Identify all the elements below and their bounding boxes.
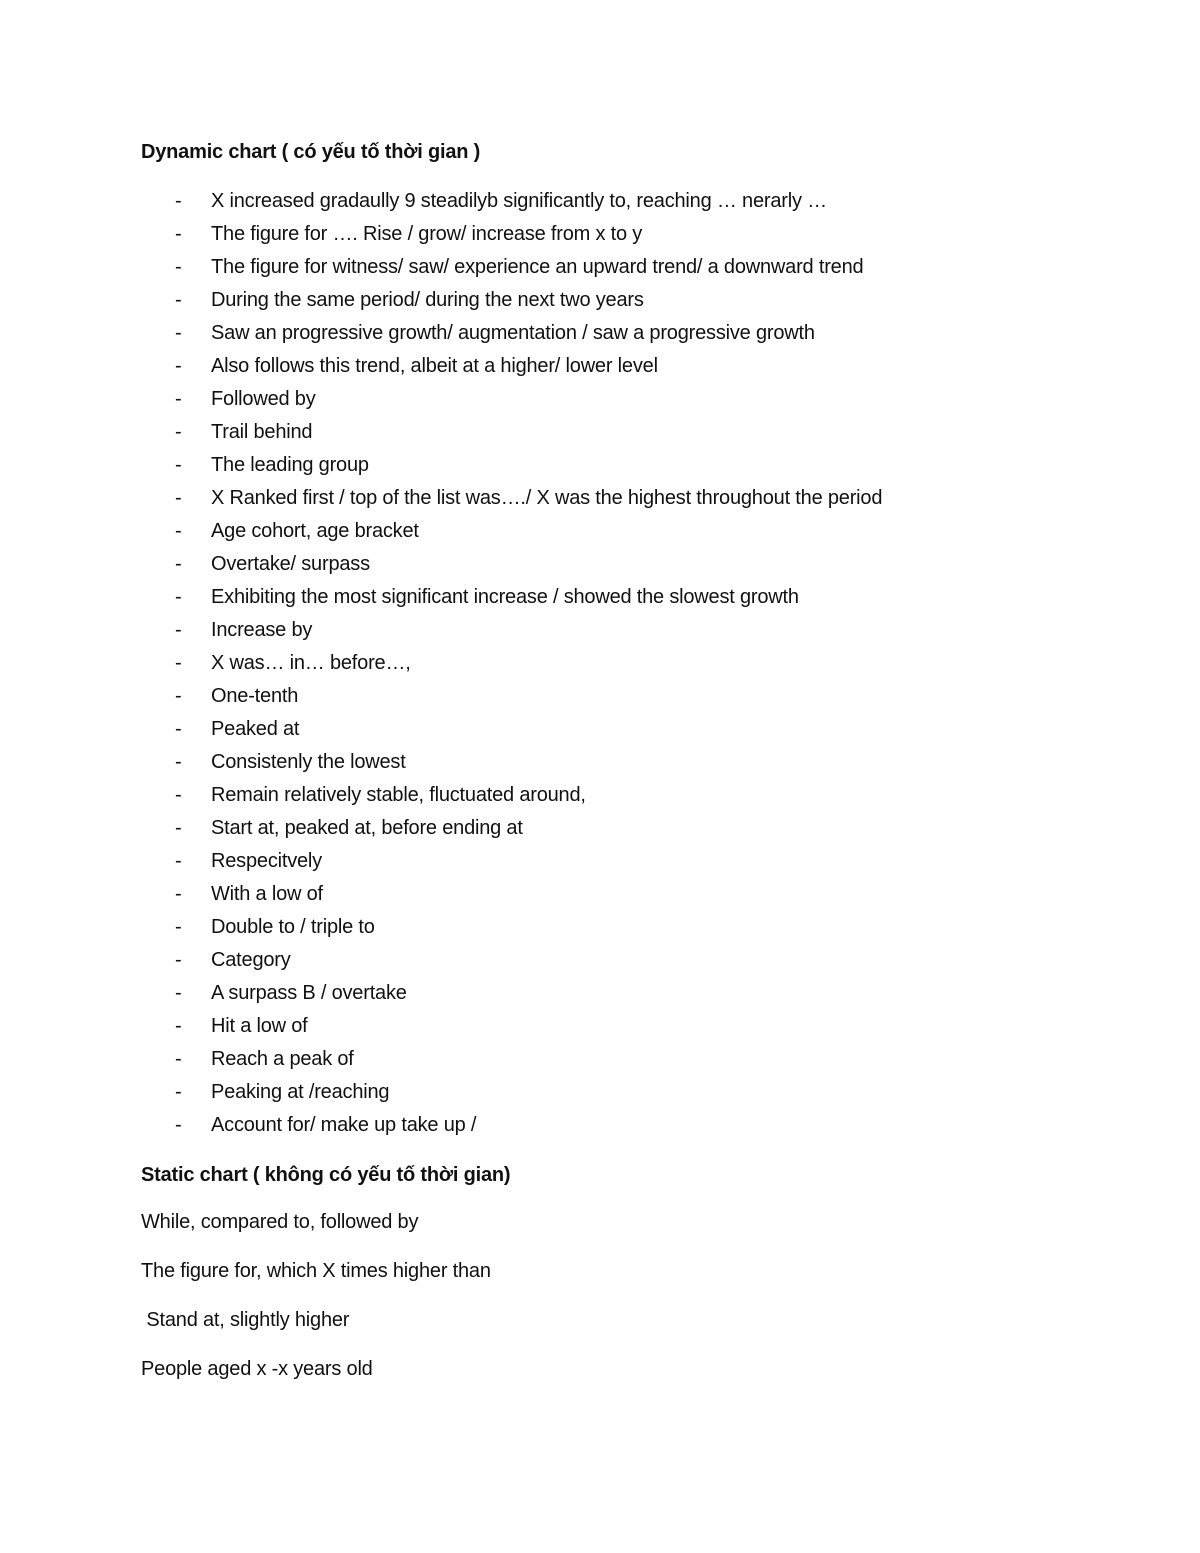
list-item <box>141 482 1121 515</box>
dash-bullet-marker: - <box>175 652 182 674</box>
list-item <box>141 548 1121 581</box>
static-chart-heading: Static chart ( không có yếu tố thời gian) <box>141 1164 511 1186</box>
list-item-text: Also follows this trend, albeit at a higher/ lower level <box>211 355 658 377</box>
static-chart-phrase-list <box>141 1208 1121 1383</box>
list-item <box>141 1043 1121 1076</box>
list-item-text: Account for/ make up take up / <box>211 1114 477 1136</box>
dash-bullet-marker: - <box>175 355 182 377</box>
list-item-text: Start at, peaked at, before ending at <box>211 817 523 839</box>
dash-bullet-marker: - <box>175 817 182 839</box>
dash-bullet-marker: - <box>175 322 182 344</box>
list-item-text: Followed by <box>211 388 316 410</box>
list-item <box>141 317 1121 350</box>
list-item <box>141 581 1121 614</box>
list-item <box>141 1076 1121 1109</box>
list-item <box>141 350 1121 383</box>
list-item-text: Saw an progressive growth/ augmentation / saw a progressive growth <box>211 322 815 344</box>
list-item <box>141 218 1121 251</box>
dash-bullet-marker: - <box>175 982 182 1004</box>
paragraph: Stand at, slightly higher <box>141 1309 350 1331</box>
dash-bullet-marker: - <box>175 751 182 773</box>
list-item <box>141 416 1121 449</box>
dash-bullet-marker: - <box>175 619 182 641</box>
list-item-text: The leading group <box>211 454 369 476</box>
dash-bullet-marker: - <box>175 454 182 476</box>
dash-bullet-marker: - <box>175 1081 182 1103</box>
list-item <box>141 1010 1121 1043</box>
list-item-text: The figure for witness/ saw/ experience an upward trend/ a downward trend <box>211 256 864 278</box>
dash-bullet-marker: - <box>175 718 182 740</box>
list-item-text: Age cohort, age bracket <box>211 520 419 542</box>
dynamic-chart-heading: Dynamic chart ( có yếu tố thời gian ) <box>141 141 481 163</box>
dash-bullet-marker: - <box>175 421 182 443</box>
list-item <box>141 911 1121 944</box>
list-item-text: With a low of <box>211 883 323 905</box>
list-item <box>141 845 1121 878</box>
dash-bullet-marker: - <box>175 586 182 608</box>
dash-bullet-marker: - <box>175 1048 182 1070</box>
list-item <box>141 779 1121 812</box>
list-item <box>141 449 1121 482</box>
list-item-text: Category <box>211 949 291 971</box>
list-item <box>141 515 1121 548</box>
list-item-text: Overtake/ surpass <box>211 553 370 575</box>
list-item <box>141 647 1121 680</box>
list-item-text: The figure for …. Rise / grow/ increase from x to y <box>211 223 643 245</box>
document-body <box>141 138 1121 1404</box>
list-item <box>141 944 1121 977</box>
list-item <box>141 812 1121 845</box>
list-item <box>141 878 1121 911</box>
dash-bullet-marker: - <box>175 850 182 872</box>
list-item-text: X was… in… before…, <box>211 652 411 674</box>
dash-bullet-marker: - <box>175 1015 182 1037</box>
paragraph: While, compared to, followed by <box>141 1211 419 1233</box>
list-item-text: During the same period/ during the next two years <box>211 289 644 311</box>
list-item <box>141 383 1121 416</box>
list-item <box>141 251 1121 284</box>
list-item <box>141 1109 1121 1142</box>
list-item-text: Exhibiting the most significant increase / showed the slowest growth <box>211 586 799 608</box>
dash-bullet-marker: - <box>175 883 182 905</box>
dash-bullet-marker: - <box>175 685 182 707</box>
list-item-text: X Ranked first / top of the list was…./ X was the highest throughout the period <box>211 487 883 509</box>
list-item <box>141 977 1121 1010</box>
list-item-text: Consistenly the lowest <box>211 751 406 773</box>
list-item-text: Respecitvely <box>211 850 322 872</box>
dynamic-chart-phrase-list <box>141 185 1121 1142</box>
dash-bullet-marker: - <box>175 520 182 542</box>
list-item-text: Increase by <box>211 619 313 641</box>
list-item-text: A surpass B / overtake <box>211 982 407 1004</box>
list-item-text: X increased gradaully 9 steadilyb significantly to, reaching … nerarly … <box>211 190 827 212</box>
dash-bullet-marker: - <box>175 223 182 245</box>
dash-bullet-marker: - <box>175 553 182 575</box>
dash-bullet-marker: - <box>175 388 182 410</box>
list-item-text: Reach a peak of <box>211 1048 354 1070</box>
paragraph: The figure for, which X times higher than <box>141 1260 491 1282</box>
list-item-text: Hit a low of <box>211 1015 308 1037</box>
list-item <box>141 713 1121 746</box>
dash-bullet-marker: - <box>175 784 182 806</box>
list-item <box>141 746 1121 779</box>
list-item-text: One-tenth <box>211 685 299 707</box>
list-item <box>141 680 1121 713</box>
paragraph: People aged x -x years old <box>141 1358 373 1380</box>
list-item-text: Trail behind <box>211 421 313 443</box>
list-item-text: Double to / triple to <box>211 916 375 938</box>
list-item <box>141 614 1121 647</box>
list-item-text: Remain relatively stable, fluctuated around, <box>211 784 586 806</box>
dash-bullet-marker: - <box>175 487 182 509</box>
dash-bullet-marker: - <box>175 1114 182 1136</box>
list-item <box>141 185 1121 218</box>
dash-bullet-marker: - <box>175 916 182 938</box>
dash-bullet-marker: - <box>175 256 182 278</box>
list-item-text: Peaked at <box>211 718 300 740</box>
list-item <box>141 284 1121 317</box>
list-item-text: Peaking at /reaching <box>211 1081 390 1103</box>
dash-bullet-marker: - <box>175 289 182 311</box>
dash-bullet-marker: - <box>175 949 182 971</box>
dash-bullet-marker: - <box>175 190 182 212</box>
